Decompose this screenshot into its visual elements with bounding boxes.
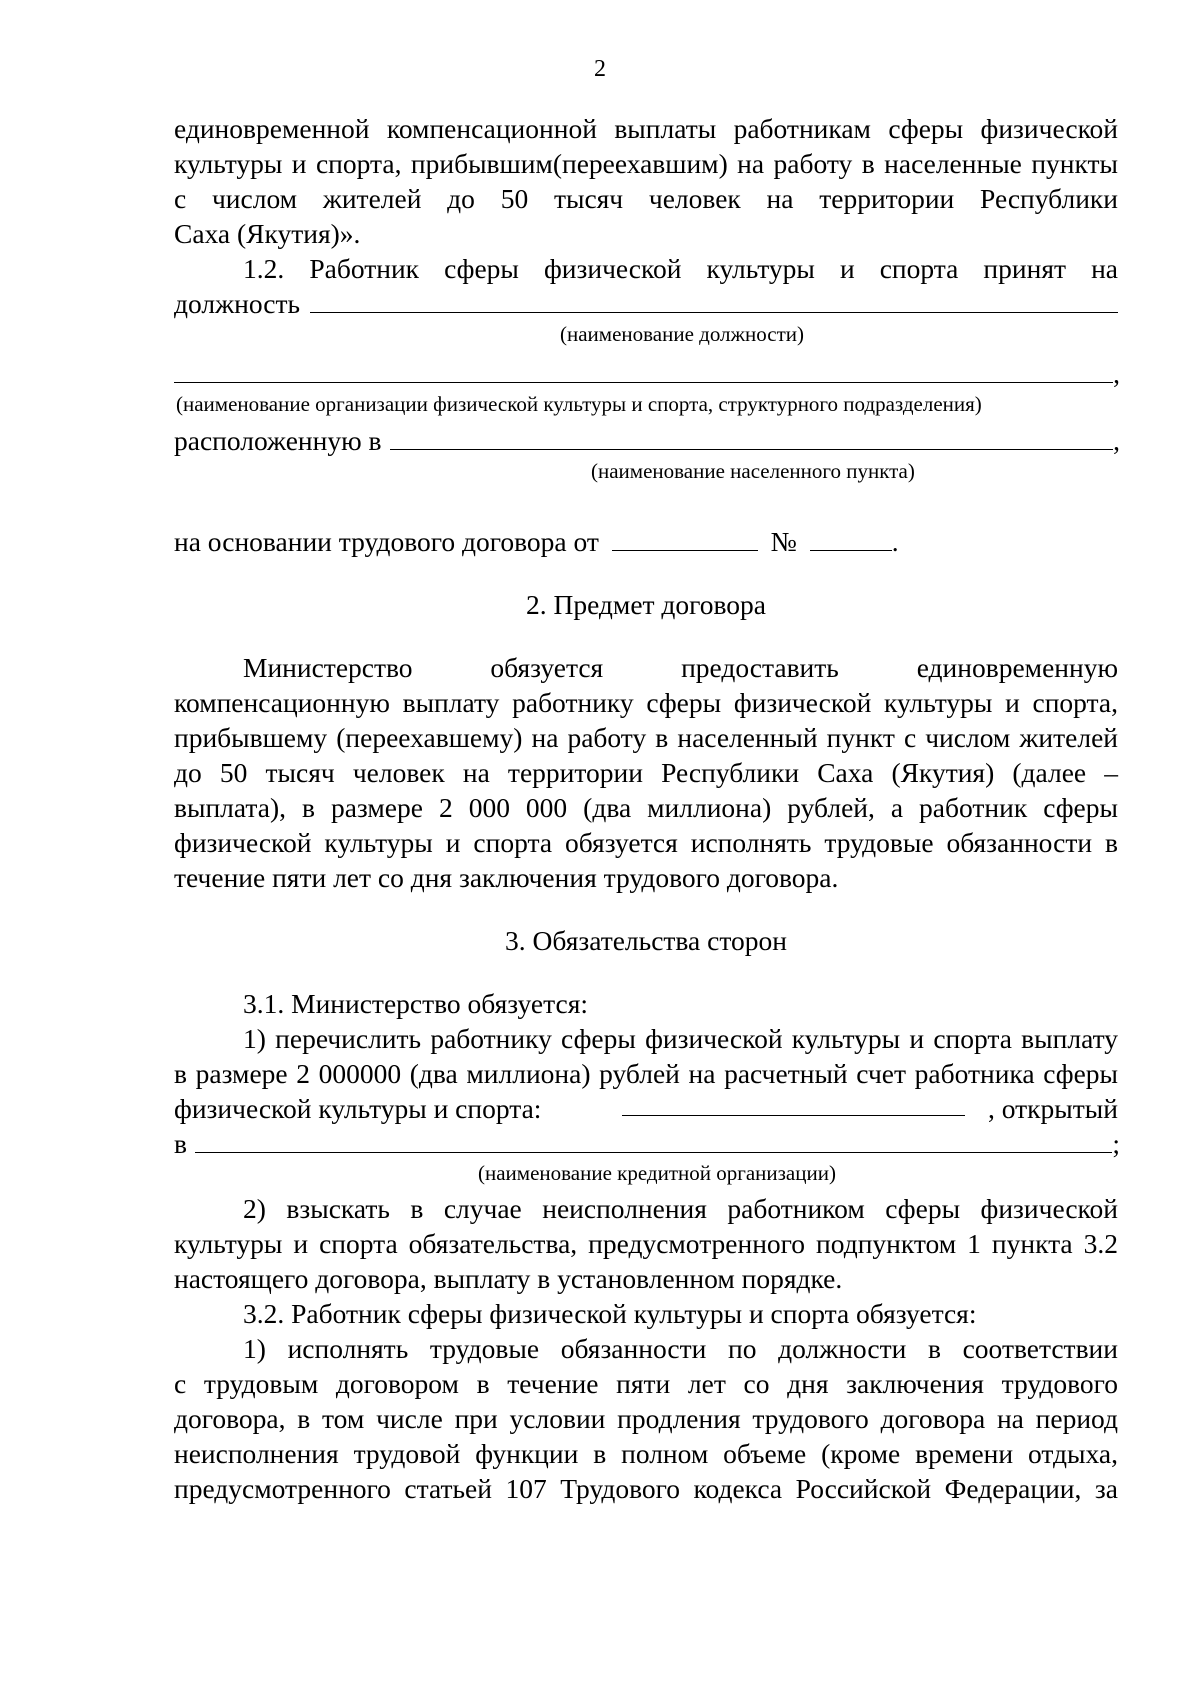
locality-blank[interactable] [390,427,1114,450]
clause-3-2: 3.2. Работник сферы физической культуры и спорта обязуется: [243,1298,977,1329]
opened-label: , открытый [988,1093,1118,1124]
account-label: физической культуры и спорта: [174,1093,542,1124]
organization-row [174,358,1120,390]
section-2-line: до 50 тысяч человек на территории Республики Саха (Якутия) (далее – [174,757,1118,788]
located-label: расположенную в [174,425,382,456]
number-sign: № [770,526,797,557]
section-2-line: Министерство обязуется предоставить единовременную [243,652,1118,683]
bank-semicolon: ; [1112,1128,1120,1159]
section-2-heading: 2. Предмет договора [525,589,767,620]
section-2-line: компенсационную выплату работнику сферы физической культуры и спорта, [174,687,1118,718]
position-row [174,288,1118,320]
section-3-heading: 3. Обязательства сторон [505,925,787,956]
section-2-line: физической культуры и спорта обязуется исполнять трудовые обязанности в [174,827,1118,858]
position-blank[interactable] [310,290,1118,313]
organization-blank[interactable] [174,360,1113,383]
organization-caption: (наименование организации физической культуры и спорта, структурного подразделения) [176,392,982,416]
clause-3-1-item: культуры и спорта обязательства, предусмотренного подпунктом 1 пункта 3.2 [174,1228,1118,1259]
clause-3-2-item: предусмотренного статьей 107 Трудового кодекса Российской Федерации, за [174,1473,1118,1504]
organization-comma: , [1113,358,1120,389]
contract-prefix: на основании трудового договора от [174,526,599,557]
locality-comma: , [1113,425,1120,456]
intro-line: Саха (Якутия)». [174,218,361,249]
account-blank[interactable] [622,1093,965,1116]
clause-3-1: 3.1. Министерство обязуется: [243,988,588,1019]
contract-date-blank[interactable] [612,528,758,551]
intro-line: единовременной компенсационной выплаты работникам сферы физической [174,113,1118,144]
account-row [174,1093,1118,1125]
clause-3-2-item: 1) исполнять трудовые обязанности по должности в соответствии [243,1333,1118,1364]
clause-3-1-item: настоящего договора, выплату в установленном порядке. [174,1263,843,1294]
clause-3-2-item: договора, в том числе при условии продления трудового договора на период [174,1403,1118,1434]
page-number: 2 [594,56,606,82]
contract-number-blank[interactable] [810,528,892,551]
section-2-line: выплата), в размере 2 000 000 (два миллиона) рублей, а работник сферы [174,792,1118,823]
section-2-line: течение пяти лет со дня заключения трудового договора. [174,862,839,893]
clause-3-1-item: 1) перечислить работнику сферы физической культуры и спорта выплату [243,1023,1118,1054]
clause-1-2-line: 1.2. Работник сферы физической культуры и спорта принят на [243,253,1118,284]
bank-caption: (наименование кредитной организации) [478,1161,836,1185]
bank-blank[interactable] [195,1130,1112,1153]
clause-3-2-item: неисполнения трудовой функции в полном объеме (кроме времени отдыха, [174,1438,1118,1469]
clause-3-2-item: с трудовым договором в течение пяти лет со дня заключения трудового [174,1368,1118,1399]
bank-row [174,1128,1120,1160]
position-caption: (наименование должности) [560,322,805,346]
contract-row [174,526,1118,558]
clause-3-1-item: в размере 2 000000 (два миллиона) рублей на расчетный счет работника сферы [174,1058,1118,1089]
position-label: должность [174,288,301,319]
contract-period: . [891,526,899,557]
clause-3-1-item: 2) взыскать в случае неисполнения работником сферы физической [243,1193,1118,1224]
intro-line: культуры и спорта, прибывшим(переехавшим) на работу в населенные пункты [174,148,1118,179]
location-row [174,425,1120,457]
section-2-line: прибывшему (переехавшему) на работу в населенный пункт с числом жителей [174,722,1118,753]
bank-prefix: в [174,1128,187,1159]
intro-line: с числом жителей до 50 тысяч человек на территории Республики [174,183,1118,214]
locality-caption: (наименование населенного пункта) [591,459,915,483]
